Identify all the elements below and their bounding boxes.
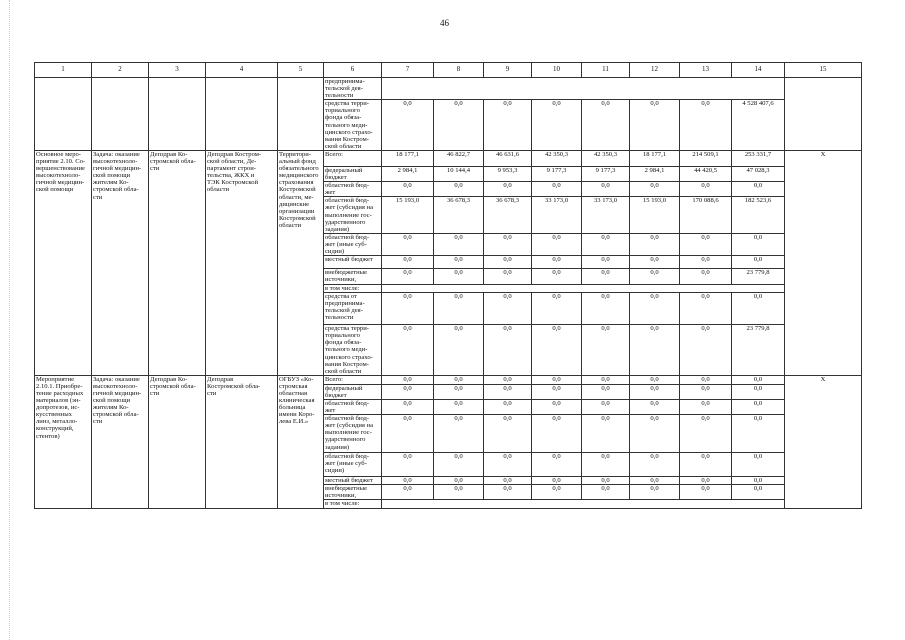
amount-cell: 0,0: [484, 233, 532, 255]
source-label: средства терри- ториального фонда обяза- тельного меди- цинского страхо- вания Костром- ской области: [324, 325, 382, 376]
amount-cell: 214 509,1: [680, 150, 732, 166]
amount-cell: 0,0: [680, 415, 732, 453]
amount-cell: 0,0: [680, 400, 732, 415]
block2-col1: Мероприятие 2.10.1. Приобре- тение расходных материалов (эн- допротезов, ис- кусственных линз, металло- конструкций, стентов): [35, 375, 92, 508]
amount-cell: 0,0: [484, 384, 532, 399]
amount-cell: 0,0: [434, 293, 484, 325]
amount-cell: 0,0: [382, 485, 434, 500]
amount-cell: 33 173,0: [532, 197, 582, 233]
amount-cell: 0,0: [630, 375, 680, 384]
amount-cell: 33 173,0: [582, 197, 630, 233]
amount-cell: 0,0: [434, 453, 484, 477]
amount-cell: 0,0: [582, 182, 630, 197]
amount-cell: 23 779,8: [732, 325, 785, 376]
amount-cell: 0,0: [532, 477, 582, 485]
amount-cell: 0,0: [630, 400, 680, 415]
amount-cell: 10 144,4: [434, 166, 484, 181]
amount-cell: 0,0: [680, 256, 732, 269]
amount-cell: 9 177,3: [532, 166, 582, 181]
amount-cell: 0,0: [582, 375, 630, 384]
amount-cell: 18 177,1: [630, 150, 680, 166]
source-label: местный бюджет: [324, 477, 382, 485]
amount-cell: 170 088,6: [680, 197, 732, 233]
amount-cell: 0,0: [382, 400, 434, 415]
source-label: в том числе:: [324, 285, 382, 293]
source-label: областной бюд- жет: [324, 400, 382, 415]
amount-cell: 0,0: [532, 269, 582, 285]
amount-cell: 0,0: [532, 415, 582, 453]
amount-cell: 0,0: [582, 269, 630, 285]
table-row: [35, 375, 862, 384]
amount-cell: 0,0: [630, 453, 680, 477]
amount-cell: 0,0: [680, 325, 732, 376]
amount-cell: 0,0: [484, 477, 532, 485]
amount-cell: 0,0: [630, 325, 680, 376]
amount-cell: 0,0: [382, 100, 434, 151]
amount-cell: 0,0: [582, 477, 630, 485]
amount-cell: 0,0: [630, 293, 680, 325]
amount-cell: 0,0: [434, 182, 484, 197]
amount-cell: 0,0: [532, 182, 582, 197]
amount-cell: 47 028,3: [732, 166, 785, 181]
header-col-8: 8: [434, 63, 484, 78]
amount-cell: 0,0: [484, 375, 532, 384]
amount-cell: 0,0: [532, 100, 582, 151]
amount-cell: 0,0: [434, 233, 484, 255]
program-table: [34, 62, 862, 509]
amount-cell: 0,0: [582, 100, 630, 151]
amount-cell: 0,0: [680, 269, 732, 285]
amount-cell: 4 528 407,6: [732, 100, 785, 151]
header-col-6: 6: [324, 63, 382, 78]
scan-edge: [0, 0, 10, 640]
source-label: областной бюд- жет: [324, 182, 382, 197]
header-col-15: 15: [785, 63, 862, 78]
amount-cell: 0,0: [382, 256, 434, 269]
cont-col-1: [35, 78, 92, 151]
source-label: областной бюд- жет (субсидия на выполнение гос- ударственного задания): [324, 197, 382, 233]
amount-cell: 0,0: [532, 233, 582, 255]
header-col-9: 9: [484, 63, 532, 78]
source-label: областной бюд- жет (иные суб- сидии): [324, 453, 382, 477]
source-label: Всего:: [324, 150, 382, 166]
source-label: областной бюд- жет (иные суб- сидии): [324, 233, 382, 255]
amount-cell: 0,0: [484, 256, 532, 269]
amount-cell: 0,0: [532, 375, 582, 384]
header-col-11: 11: [582, 63, 630, 78]
amount-cell: 0,0: [532, 293, 582, 325]
amount-cell: 0,0: [382, 182, 434, 197]
amount-cell: 0,0: [732, 453, 785, 477]
amount-cell: 0,0: [434, 485, 484, 500]
amount-cell: 0,0: [382, 233, 434, 255]
source-label: средства терри- ториального фонда обяза- тельного меди- цинского страхо- вания Костром- ской области: [324, 100, 382, 151]
amount-cell: 0,0: [532, 453, 582, 477]
amount-cell: 0,0: [582, 485, 630, 500]
header-col-1: 1: [35, 63, 92, 78]
amount-cell: 0,0: [630, 233, 680, 255]
block2-col4: Депздрав Костромской обла- сти: [206, 375, 278, 508]
amount-cell: 0,0: [382, 415, 434, 453]
header-col-13: 13: [680, 63, 732, 78]
page-number: 46: [440, 18, 449, 28]
amount-cell: 0,0: [484, 269, 532, 285]
empty-amounts: [382, 285, 785, 293]
table-row: [35, 150, 862, 166]
amount-cell: 36 678,3: [434, 197, 484, 233]
empty-amounts: [382, 500, 785, 508]
amount-cell: 42 350,3: [582, 150, 630, 166]
amount-cell: 2 984,1: [382, 166, 434, 181]
amount-cell: 0,0: [382, 325, 434, 376]
header-col-10: 10: [532, 63, 582, 78]
header-col-5: 5: [278, 63, 324, 78]
amount-cell: 0,0: [382, 384, 434, 399]
source-label: предпринима- тельской дея- тельности: [324, 78, 382, 100]
header-col-2: 2: [92, 63, 149, 78]
cont-col-4: [206, 78, 278, 151]
source-label: Всего:: [324, 375, 382, 384]
amount-cell: 44 420,5: [680, 166, 732, 181]
amount-cell: 0,0: [582, 233, 630, 255]
amount-cell: 0,0: [382, 269, 434, 285]
amount-cell: 0,0: [680, 233, 732, 255]
amount-cell: 0,0: [732, 293, 785, 325]
source-label: федеральный бюджет: [324, 384, 382, 399]
cont-col-3: [149, 78, 206, 151]
amount-cell: 9 953,3: [484, 166, 532, 181]
block2-col5: ОГБУЗ «Ко- стромская областная клиническая больница имени Коро- лева Е.И.»: [278, 375, 324, 508]
cont-col-15: [785, 78, 862, 151]
block1-col15-mark: X: [785, 150, 862, 375]
cont-col-2: [92, 78, 149, 151]
amount-cell: 0,0: [434, 415, 484, 453]
amount-cell: 0,0: [680, 453, 732, 477]
table-row: [35, 78, 862, 100]
amount-cell: 0,0: [484, 100, 532, 151]
amount-cell: 0,0: [630, 477, 680, 485]
amount-cell: 0,0: [630, 485, 680, 500]
amount-cell: 0,0: [434, 100, 484, 151]
amount-cell: 23 779,8: [732, 269, 785, 285]
header-col-3: 3: [149, 63, 206, 78]
amount-cell: 0,0: [532, 384, 582, 399]
amount-cell: 15 193,0: [630, 197, 680, 233]
amount-cell: 9 177,3: [582, 166, 630, 181]
amount-cell: 0,0: [582, 400, 630, 415]
source-label: местный бюджет: [324, 256, 382, 269]
amount-cell: 0,0: [680, 375, 732, 384]
amount-cell: 0,0: [484, 485, 532, 500]
amount-cell: 0,0: [382, 375, 434, 384]
block1-col4: Депздрав Костром- ской области, Де- партамент строи- тельства, ЖКХ и ТЭК Костромской области: [206, 150, 278, 375]
empty-amounts: [382, 78, 785, 100]
amount-cell: 0,0: [484, 400, 532, 415]
block2-col15-mark: X: [785, 375, 862, 508]
amount-cell: 0,0: [732, 477, 785, 485]
amount-cell: 0,0: [434, 384, 484, 399]
amount-cell: 0,0: [630, 100, 680, 151]
amount-cell: 253 331,7: [732, 150, 785, 166]
amount-cell: 0,0: [732, 384, 785, 399]
amount-cell: 0,0: [582, 325, 630, 376]
amount-cell: 0,0: [732, 400, 785, 415]
block1-col5: Территори- альный фонд обязательного медицинского страхования Костромской области, ме- дицинские организации Костромской области: [278, 150, 324, 375]
amount-cell: 0,0: [732, 256, 785, 269]
amount-cell: 18 177,1: [382, 150, 434, 166]
amount-cell: 0,0: [484, 293, 532, 325]
cont-col-5: [278, 78, 324, 151]
amount-cell: 0,0: [630, 415, 680, 453]
amount-cell: 0,0: [680, 293, 732, 325]
amount-cell: 0,0: [532, 485, 582, 500]
amount-cell: 0,0: [582, 293, 630, 325]
amount-cell: 0,0: [680, 477, 732, 485]
amount-cell: 0,0: [434, 477, 484, 485]
header-col-4: 4: [206, 63, 278, 78]
amount-cell: 0,0: [434, 256, 484, 269]
amount-cell: 0,0: [532, 400, 582, 415]
amount-cell: 36 678,3: [484, 197, 532, 233]
amount-cell: 0,0: [382, 293, 434, 325]
amount-cell: 0,0: [582, 415, 630, 453]
header-col-7: 7: [382, 63, 434, 78]
amount-cell: 0,0: [582, 256, 630, 269]
amount-cell: 42 350,3: [532, 150, 582, 166]
amount-cell: 0,0: [680, 485, 732, 500]
amount-cell: 0,0: [434, 375, 484, 384]
amount-cell: 0,0: [484, 415, 532, 453]
source-label: федеральный бюджет: [324, 166, 382, 181]
source-label: средства от предпринима- тельской дея- тельности: [324, 293, 382, 325]
block2-col2: Задача: оказание высокотехноло- гичной медицин- ской помощи жителям Ко- стромской обла- сти: [92, 375, 149, 508]
amount-cell: 0,0: [680, 384, 732, 399]
amount-cell: 0,0: [484, 182, 532, 197]
source-label: в том числе:: [324, 500, 382, 508]
header-col-12: 12: [630, 63, 680, 78]
source-label: областной бюд- жет (субсидия на выполнение гос- ударственного задания): [324, 415, 382, 453]
amount-cell: 0,0: [484, 453, 532, 477]
amount-cell: 0,0: [732, 415, 785, 453]
block2-col3: Депздрав Ко- стромской обла- сти: [149, 375, 206, 508]
amount-cell: 0,0: [582, 453, 630, 477]
amount-cell: 0,0: [630, 182, 680, 197]
amount-cell: 0,0: [532, 256, 582, 269]
amount-cell: 46 631,6: [484, 150, 532, 166]
amount-cell: 0,0: [732, 182, 785, 197]
amount-cell: 0,0: [732, 485, 785, 500]
amount-cell: 2 984,1: [630, 166, 680, 181]
source-label: внебюджетные источники,: [324, 485, 382, 500]
amount-cell: 0,0: [630, 269, 680, 285]
amount-cell: 0,0: [680, 100, 732, 151]
source-label: внебюджетные источники,: [324, 269, 382, 285]
amount-cell: 0,0: [382, 477, 434, 485]
header-col-14: 14: [732, 63, 785, 78]
amount-cell: 46 822,7: [434, 150, 484, 166]
amount-cell: 0,0: [484, 325, 532, 376]
amount-cell: 0,0: [680, 182, 732, 197]
amount-cell: 182 523,6: [732, 197, 785, 233]
block1-col1: Основное меро- приятие 2.10. Со- вершенствование высокотехноло- гичной медицин- ской помощи: [35, 150, 92, 375]
block1-col3: Депздрав Ко- стромской обла- сти: [149, 150, 206, 375]
amount-cell: 0,0: [630, 256, 680, 269]
amount-cell: 0,0: [434, 269, 484, 285]
amount-cell: 0,0: [732, 233, 785, 255]
amount-cell: 0,0: [532, 325, 582, 376]
amount-cell: 0,0: [434, 325, 484, 376]
amount-cell: 0,0: [434, 400, 484, 415]
amount-cell: 0,0: [582, 384, 630, 399]
amount-cell: 0,0: [630, 384, 680, 399]
amount-cell: 0,0: [732, 375, 785, 384]
amount-cell: 15 193,0: [382, 197, 434, 233]
block1-col2: Задача: оказание высокотехноло- гичной медицин- ской помощи жителям Ко- стромской обла- сти: [92, 150, 149, 375]
amount-cell: 0,0: [382, 453, 434, 477]
